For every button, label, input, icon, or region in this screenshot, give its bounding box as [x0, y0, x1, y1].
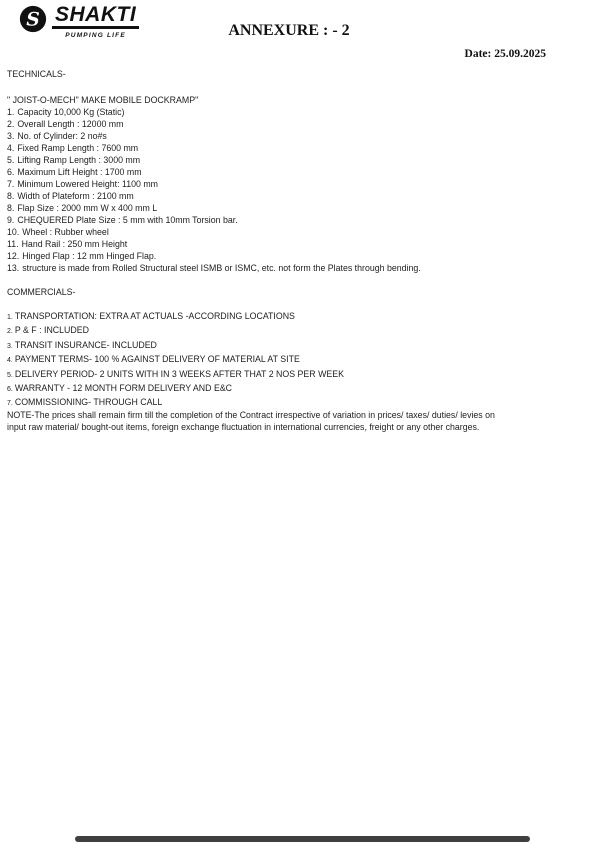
item-number: 10. [7, 227, 20, 237]
technicals-list-item [7, 202, 421, 214]
item-text: Hinged Flap : 12 mm Hinged Flap. [22, 251, 157, 261]
item-text: Width of Plateform : 2100 mm [17, 191, 134, 201]
item-number: 5. [7, 371, 13, 379]
item-text: COMMISSIONING- THROUGH CALL [14, 397, 163, 408]
item-number: 8. [7, 191, 15, 201]
item-number: 8. [7, 203, 15, 213]
item-number: 6. [7, 167, 15, 177]
item-text: Maximum Lift Height : 1700 mm [17, 167, 142, 177]
item-number: 3. [7, 131, 15, 141]
item-text: WARRANTY - 12 MONTH FORM DELIVERY AND E&C [14, 383, 233, 394]
commercials-list [7, 310, 344, 411]
footer-bar [75, 836, 530, 842]
technicals-subtitle: " JOIST-O-MECH" MAKE MOBILE DOCKRAMP" [7, 95, 199, 105]
technicals-list-item [7, 154, 421, 166]
technicals-list-item [7, 106, 421, 118]
item-text: Overall Length : 12000 mm [17, 119, 124, 129]
brand-tagline: PUMPING LIFE [65, 32, 126, 39]
item-text: Capacity 10,000 Kg (Static) [17, 107, 125, 117]
date-label: Date: 25.09.2025 [464, 48, 546, 60]
item-text: TRANSIT INSURANCE- INCLUDED [14, 339, 157, 350]
commercials-list-item [7, 368, 344, 382]
technicals-heading: TECHNICALS- [7, 69, 66, 79]
commercials-list-item [7, 310, 344, 324]
technicals-list-item [7, 238, 421, 250]
svg-text:S: S [26, 8, 40, 31]
technicals-list-item [7, 190, 421, 202]
technicals-list-item [7, 166, 421, 178]
item-text: Minimum Lowered Height: 1100 mm [17, 179, 158, 189]
item-text: Wheel : Rubber wheel [22, 227, 109, 237]
item-number: 1. [7, 314, 13, 321]
item-number: 12. [7, 251, 20, 261]
item-text: Lifting Ramp Length : 3000 mm [17, 155, 141, 165]
technicals-section [7, 94, 421, 274]
item-number: 2. [7, 119, 15, 129]
item-number: 7. [7, 179, 15, 189]
item-text: P & F : INCLUDED [14, 325, 89, 336]
item-text: DELIVERY PERIOD- 2 UNITS WITH IN 3 WEEKS AFTER THAT 2 NOS PER WEEK [14, 368, 344, 379]
item-number: 4. [7, 143, 15, 153]
item-number: 7. [7, 400, 13, 408]
note-line-1: NOTE-The prices shall remain firm till the completion of the Contract irrespective of variation in prices/ taxes/ duties/ levies on [7, 410, 495, 420]
item-text: Flap Size : 2000 mm W x 400 mm L [17, 203, 158, 213]
item-text: Hand Rail : 250 mm Height [21, 239, 128, 249]
technicals-list [7, 106, 421, 274]
commercials-list-item [7, 353, 344, 367]
technicals-list-item [7, 250, 421, 262]
brand-name: SHAKTI [52, 4, 139, 29]
technicals-list-item [7, 130, 421, 142]
technicals-list-item [7, 178, 421, 190]
technicals-list-item [7, 262, 421, 274]
technicals-list-item [7, 214, 421, 226]
item-number: 1. [7, 107, 15, 117]
note-paragraph [7, 409, 593, 434]
technicals-list-item [7, 118, 421, 130]
technicals-list-item [7, 142, 421, 154]
technicals-list-item [7, 226, 421, 238]
item-text: CHEQUERED Plate Size : 5 mm with 10mm Torsion bar. [17, 215, 238, 225]
item-number: 3. [7, 342, 13, 350]
commercials-section [7, 310, 344, 411]
item-number: 9. [7, 215, 15, 225]
item-text: structure is made from Rolled Structural steel ISMB or ISMC, etc. not form the Plates through bending. [22, 263, 421, 273]
commercials-list-item [7, 339, 344, 353]
commercials-list-item [7, 382, 344, 396]
item-number: 4. [7, 357, 13, 365]
item-text: No. of Cylinder: 2 no#s [17, 131, 107, 141]
item-number: 6. [7, 386, 13, 394]
item-number: 11. [7, 239, 19, 249]
item-text: PAYMENT TERMS- 100 % AGAINST DELIVERY OF MATERIAL AT SITE [14, 354, 300, 365]
item-text: TRANSPORTATION: EXTRA AT ACTUALS -ACCORDING LOCATIONS [14, 311, 295, 321]
item-number: 5. [7, 155, 15, 165]
note-line-2: input raw material/ bought-out items, foreign exchange fluctuation in international currencies, freight or any other charges. [7, 422, 480, 433]
item-text: Fixed Ramp Length : 7600 mm [17, 143, 139, 153]
page-title: ANNEXURE : - 2 [228, 22, 350, 39]
item-number: 2. [7, 328, 13, 336]
item-number: 13. [7, 263, 20, 273]
commercials-list-item [7, 324, 344, 338]
commercials-heading: COMMERCIALS- [7, 287, 76, 297]
